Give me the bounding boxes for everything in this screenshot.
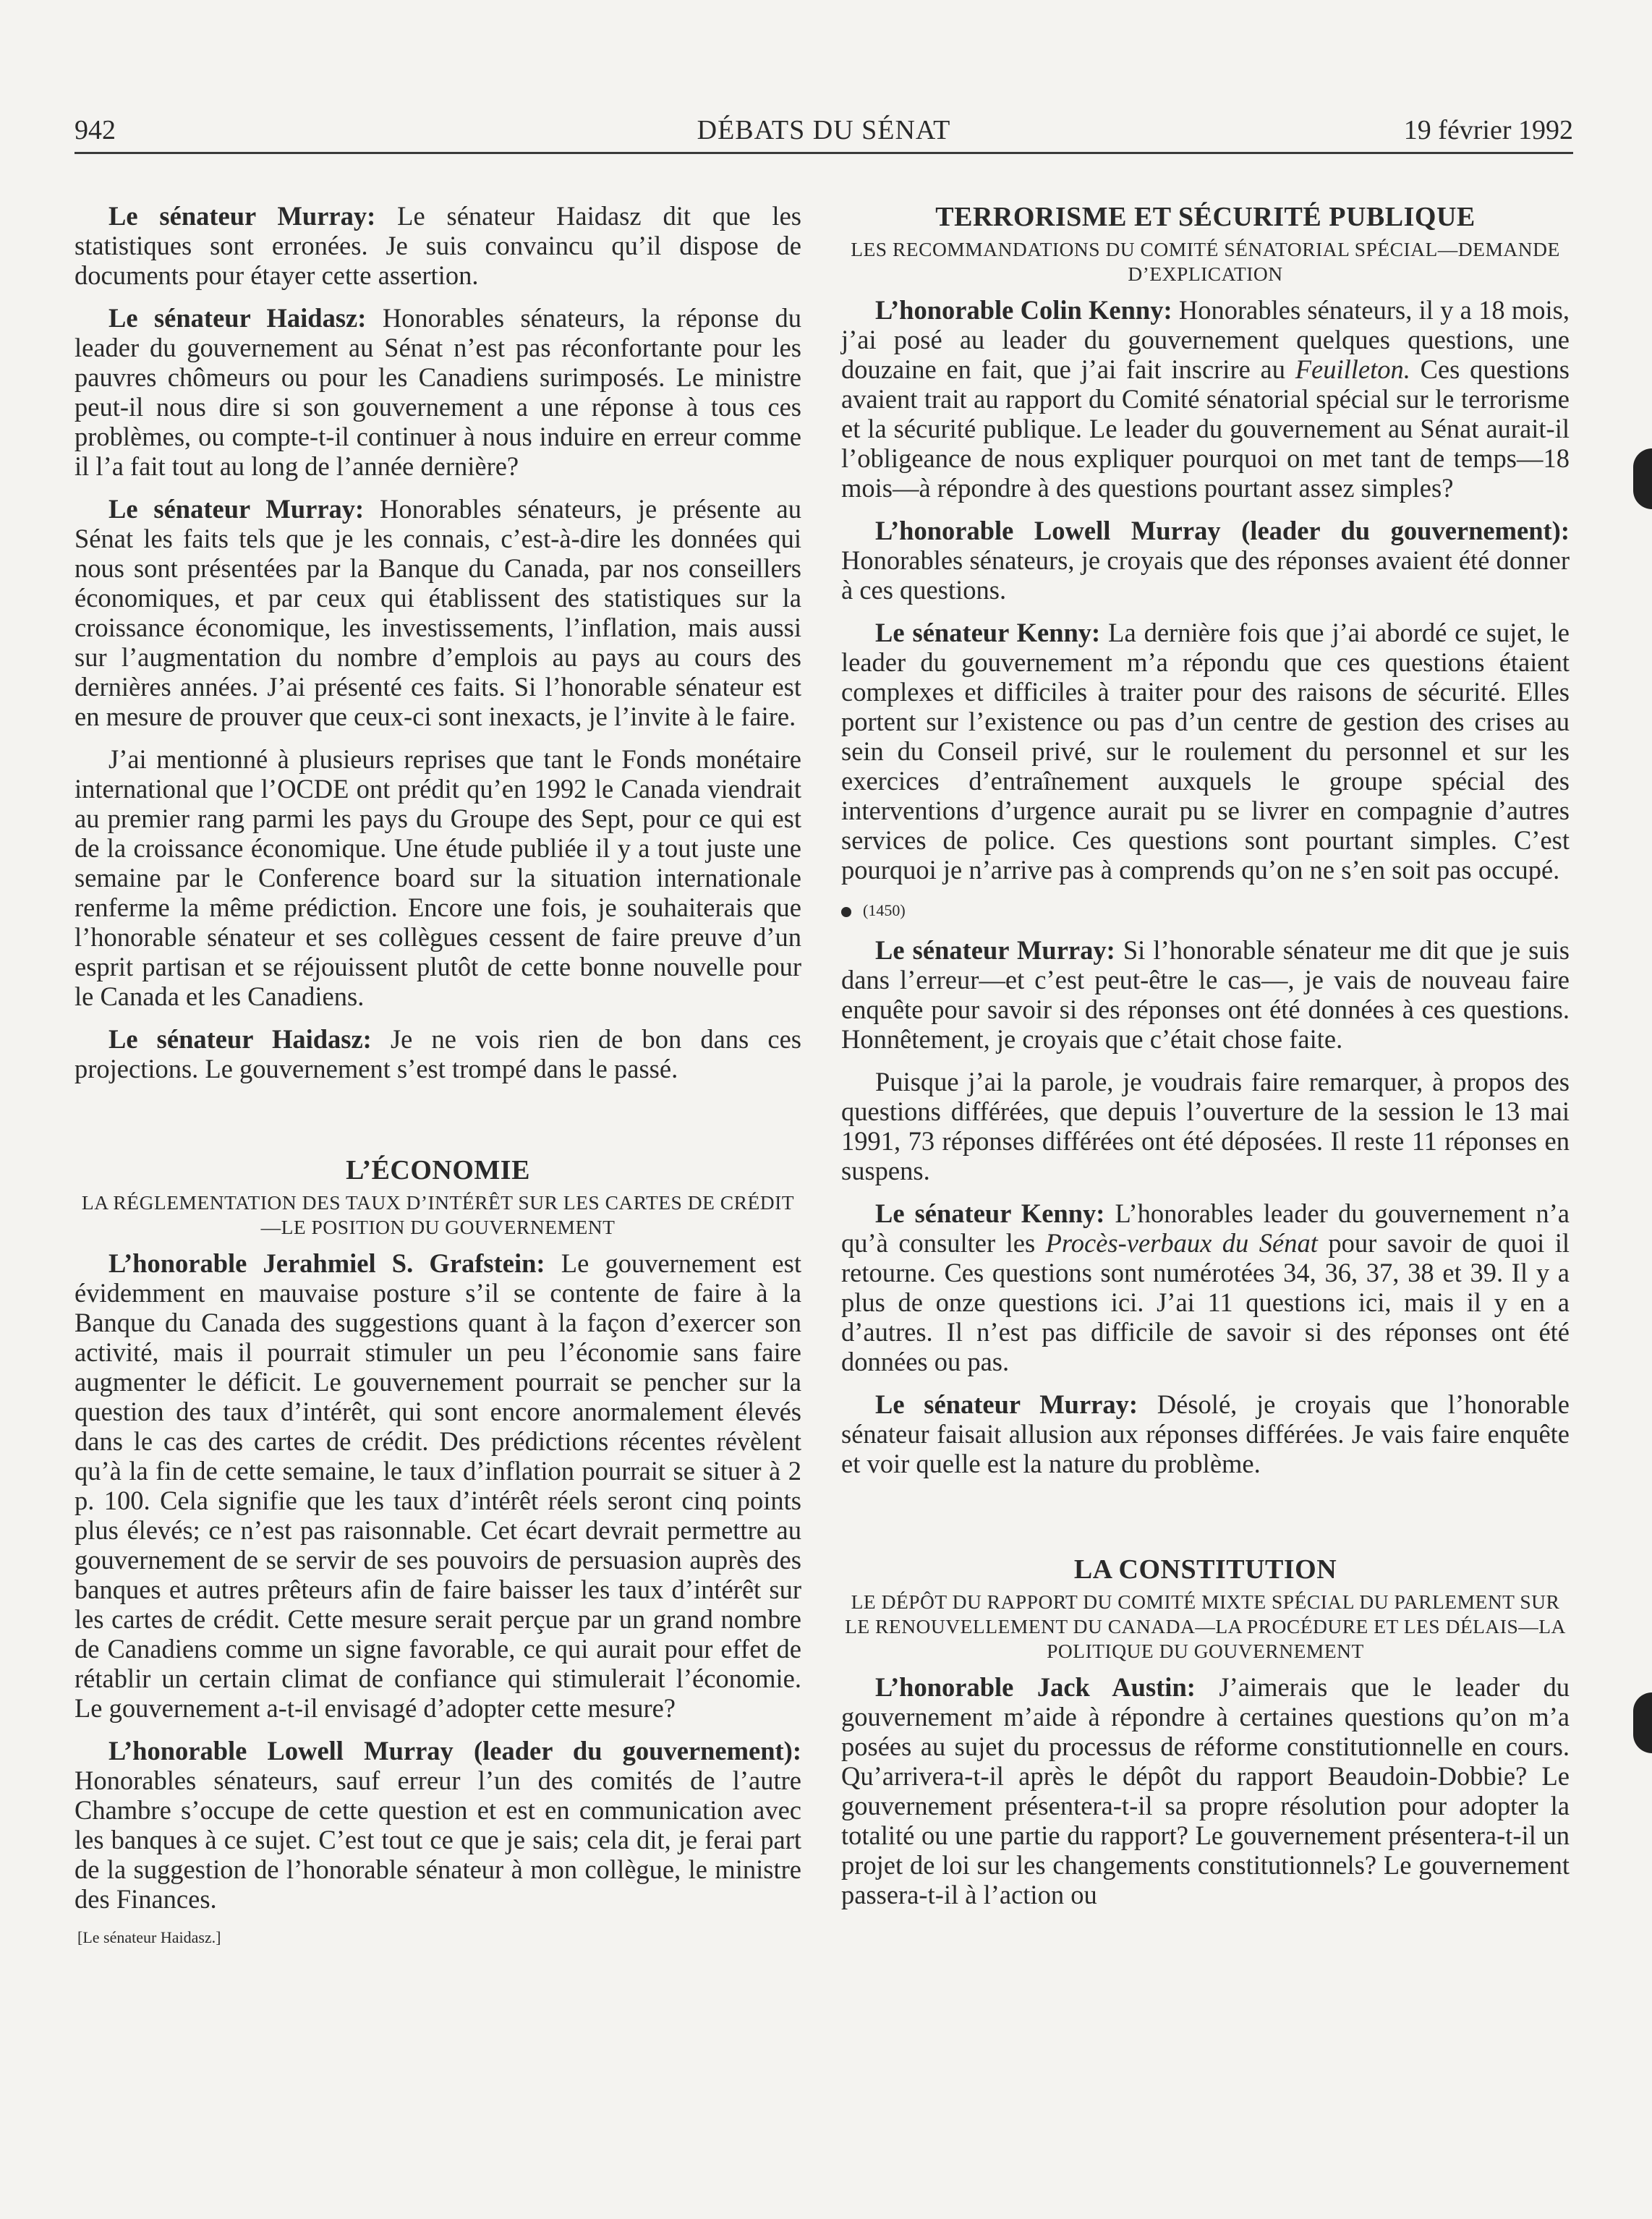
paragraph xyxy=(841,618,1570,885)
section-spacer xyxy=(74,1096,801,1154)
paragraph-text: Honorables sénateurs, sauf erreur l’un des comités de l’autre Chambre s’occupe de cette question et est en communication avec les banques à ce sujet. C’est tout ce que je sais; cela dit, je ferai part de la suggestion de l’honorable sénateur à mon collègue, le ministre des Finances. xyxy=(74,1766,801,1914)
paragraph-text: J’aimerais que le leader du gouvernement m’aide à répondre à certaines questions qu’on m’a posées au sujet du processus de réforme constitutionnelle en cours. Qu’arrivera-t-il après le dépôt du rapport Beaudoin-Dobbie? Le gouvernement présentera-t-il sa propre résolution pour adopter la totalité ou une partie du rapport? Le gouvernement présentera-t-il un projet de loi sur les changements constitutionnels? Le gouvernement passera-t-il à l’action ou xyxy=(841,1672,1570,1909)
speaker-name: L’honorable Jerahmiel S. Grafstein: xyxy=(108,1248,545,1278)
time-marker xyxy=(841,898,1570,924)
paragraph-text: Si l’honorable sénateur me dit que je suis dans l’erreur—et c’est peut-être le cas—, je vais de nouveau faire enquête pour savoir si des réponses ont été données à ces questions. Honnêtement, je croyais que c’était chose faite. xyxy=(841,935,1570,1054)
paragraph-text: L’honorables leader du gouvernement n’a qu’à consulter les xyxy=(841,1198,1570,1258)
section-subtitle: LES RECOMMANDATIONS DU COMITÉ SÉNATORIAL SPÉCIAL—DEMANDE D’EXPLICATION xyxy=(851,238,1560,285)
paragraph xyxy=(74,303,801,481)
speaker-name: Le sénateur Kenny: xyxy=(875,1198,1105,1228)
paragraph xyxy=(74,1024,801,1083)
speaker-name: L’honorable Lowell Murray (leader du gouvernement): xyxy=(875,516,1570,545)
speaker-name: Le sénateur Murray: xyxy=(108,494,365,524)
paragraph-text: pour savoir de quoi il retourne. Ces questions sont numérotées 34, 36, 37, 38 et 39. Il y a plus de onze questions ici. J’ai 11 questions ici, mais il y en a d’autres. Il n’est pas difficile de savoir si des réponses ont été données ou pas. xyxy=(841,1228,1570,1376)
section-subtitle: LE DÉPÔT DU RAPPORT DU COMITÉ MIXTE SPÉCIAL DU PARLEMENT SUR LE RENOUVELLEMENT DU CANADA—LA PROCÉDURE ET LES DÉLAIS—LA POLITIQUE DU GOUVERNEMENT xyxy=(845,1590,1566,1662)
paragraph xyxy=(74,1248,801,1723)
paragraph xyxy=(841,935,1570,1054)
speaker-name: L’honorable Jack Austin: xyxy=(875,1672,1196,1702)
paragraph xyxy=(74,744,801,1011)
right-column xyxy=(841,201,1570,1922)
paragraph-text: Honorables sénateurs, je croyais que des réponses avaient été donner à ces questions. xyxy=(841,545,1570,605)
speaker-name: Le sénateur Murray: xyxy=(875,935,1115,965)
paragraph-text: Je ne vois rien de bon dans ces projections. Le gouvernement s’est trompé dans le passé. xyxy=(74,1024,801,1083)
italic-title: Feuilleton. xyxy=(1295,354,1410,384)
paragraph-text: Honorables sénateurs, il y a 18 mois, j’ai posé au leader du gouvernement quelques questions, une douzaine en fait, que j’ai fait inscrire au xyxy=(841,295,1570,384)
left-column xyxy=(74,201,801,1948)
paragraph-text: La dernière fois que j’ai abordé ce sujet, le leader du gouvernement m’a répondu que ces questions étaient complexes et difficiles à traiter pour des raisons de sécurité. Elles portent sur l’existence ou pas d’un centre de gestion des crises au sein du Conseil privé, sur le roulement du personnel et sur les exercices d’entraînement auxquels le groupe spécial des interventions d’urgence aurait pu se livrer en compagnie d’autres services de police. Ces questions sont pourtant simples. C’est pourquoi je n’arrive pas à comprends qu’on ne s’en soit pas occupé. xyxy=(841,618,1570,885)
bullet-icon xyxy=(841,907,851,917)
issue-date: 19 février 1992 xyxy=(1403,115,1573,145)
page-number: 942 xyxy=(74,115,116,145)
section-title: L’ÉCONOMIE xyxy=(346,1155,530,1185)
paragraph xyxy=(74,201,801,290)
paragraph xyxy=(841,295,1570,503)
paragraph xyxy=(74,1736,801,1914)
paragraph-text: J’ai mentionné à plusieurs reprises que tant le Fonds monétaire international que l’OCDE ont prédit qu’en 1992 le Canada viendrait au premier rang parmi les pays du Groupe des Sept, pour ce qui est de la croissance économique. Une étude publiée il y a tout juste une semaine par le Conference board sur la situation internationale renferme la même prédiction. Encore une fois, je souhaiterais que l’honorable sénateur et ses collègues cessent de faire preuve d’un esprit partisan et se réjouissent plutôt de cette bonne nouvelle pour le Canada et les Canadiens. xyxy=(74,744,801,1011)
paragraph xyxy=(841,1389,1570,1478)
speaker-name: Le sénateur Murray: xyxy=(875,1389,1138,1419)
section-spacer xyxy=(841,1491,1570,1554)
paragraph xyxy=(74,494,801,731)
publication-title: DÉBATS DU SÉNAT xyxy=(697,115,951,145)
paragraph xyxy=(841,516,1570,605)
paragraph-text: Le gouvernement est évidemment en mauvaise posture s’il se contente de faire à la Banque du Canada des suggestions quant à la façon d’exercer son activité, mais il pourrait stimuler un peu l’économie sans faire augmenter le déficit. Le gouvernement pourrait se pencher sur la question des taux d’intérêt, qui sont encore anormalement élevés dans le cas des cartes de crédit. Des prédictions récentes révèlent qu’à la fin de cette semaine, le taux d’inflation pourrait se situer à 2 p. 100. Cela signifie que les taux d’intérêt réels seront cinq points plus élevés; ce n’est pas raisonnable. Cet écart devrait permettre au gouvernement de se servir de ses pouvoirs de persuasion auprès des banques et autres prêteurs afin de faire baisser les taux d’intérêt sur les cartes de crédit. Cette mesure serait perçue par un grand nombre de Canadiens comme un signe favorable, ce qui aurait pour effet de rétablir un certain climat de confiance qui stimulerait l’économie. Le gouvernement a-t-il envisagé d’adopter cette mesure? xyxy=(74,1248,801,1723)
footnote: [Le sénateur Haidasz.] xyxy=(77,1928,221,1946)
paragraph xyxy=(841,1672,1570,1909)
speaker-name: Le sénateur Murray: xyxy=(108,201,376,231)
section-subtitle: LA RÉGLEMENTATION DES TAUX D’INTÉRÊT SUR LES CARTES DE CRÉDIT—LE POSITION DU GOUVERNEMENT xyxy=(81,1191,795,1238)
paragraph-text: Honorables sénateurs, je présente au Sénat les faits tels que je les connais, c’est-à-dire les données qui nous sont présentées par la Banque du Canada, par nos conseillers économiques, et par ceux qui établissent des statistiques sur la croissance économique, les investissements, l’inflation, mais aussi sur l’augmentation du nombre d’emplois au pays au cours des dernières années. J’ai présenté ces faits. Si l’honorable sénateur est en mesure de prouver que ceux-ci sont inexacts, je l’invite à le faire. xyxy=(74,494,801,731)
speaker-name: L’honorable Colin Kenny: xyxy=(875,295,1172,325)
binding-tab-mark xyxy=(1633,448,1652,509)
paragraph-text: Puisque j’ai la parole, je voudrais faire remarquer, à propos des questions différées, que depuis l’ouverture de la session le 13 mai 1991, 73 réponses différées ont été déposées. Il reste 11 réponses en suspens. xyxy=(841,1067,1570,1185)
binding-tab-mark xyxy=(1633,1692,1652,1753)
italic-title: Procès-verbaux du Sénat xyxy=(1045,1228,1318,1258)
speaker-name: Le sénateur Haidasz: xyxy=(108,303,367,333)
section-title: TERRORISME ET SÉCURITÉ PUBLIQUE xyxy=(935,202,1476,232)
paragraph-text: Le sénateur Haidasz dit que les statistiques sont erronées. Je suis convaincu qu’il dispose de documents pour étayer cette assertion. xyxy=(74,201,801,290)
paragraph xyxy=(841,1198,1570,1376)
speaker-name: L’honorable Lowell Murray (leader du gouvernement): xyxy=(108,1736,801,1766)
section-title: LA CONSTITUTION xyxy=(1073,1554,1337,1585)
speaker-name: Le sénateur Haidasz: xyxy=(108,1024,372,1054)
paragraph-text: Désolé, je croyais que l’honorable sénateur faisait allusion aux réponses différées. Je vais faire enquête et voir quelle est la nature du problème. xyxy=(841,1389,1570,1478)
time-marker-label: (1450) xyxy=(863,901,906,919)
paragraph-text: Ces questions avaient trait au rapport du Comité sénatorial spécial sur le terrorisme et la sécurité publique. Le leader du gouvernement au Sénat aurait-il l’obligeance de nous expliquer pourquoi on met tant de temps—18 mois—à répondre à des questions pourtant assez simples? xyxy=(841,354,1570,503)
speaker-name: Le sénateur Kenny: xyxy=(875,618,1101,647)
paragraph-text: Honorables sénateurs, la réponse du leader du gouvernement au Sénat n’est pas réconfortante pour les pauvres chômeurs ou pour les Canadiens surimposés. Le ministre peut-il nous dire si son gouvernement a une réponse à tous ces problèmes, ou compte-t-il continuer à nous induire en erreur comme il l’a fait tout au long de l’année dernière? xyxy=(74,303,801,481)
page-header xyxy=(74,108,1573,154)
paragraph xyxy=(841,1067,1570,1185)
